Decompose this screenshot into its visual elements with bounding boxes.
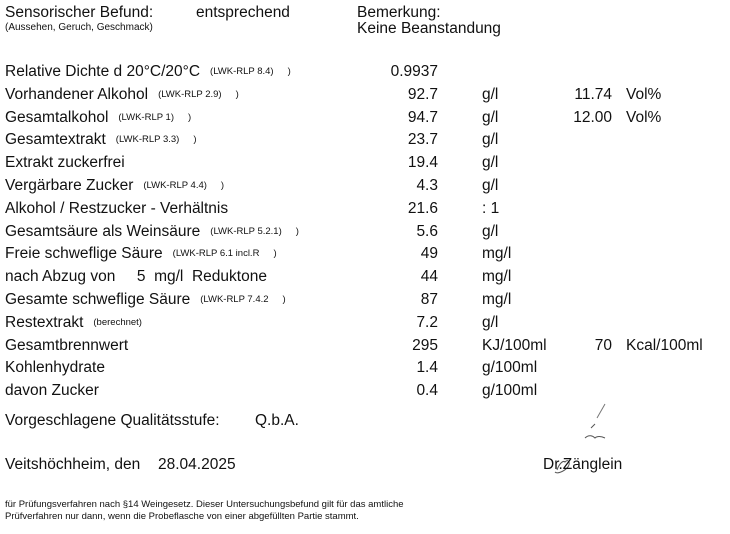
remark-label: Bemerkung:	[357, 4, 441, 21]
footer-line-2: Prüfverfahren nur dann, wenn die Probeflasche von einer abgefüllten Partie stammt.	[5, 511, 359, 522]
row-method-close: )	[287, 66, 291, 77]
row-label: Gesamtextrakt	[5, 131, 106, 149]
row-method-ref: (LWK-RLP 4.4)	[143, 180, 207, 191]
row-label: Restextrakt	[5, 313, 84, 331]
row-method-ref: (LWK-RLP 1)	[118, 111, 174, 123]
row-value: 87	[420, 291, 438, 308]
row-unit: g/100ml	[482, 382, 538, 400]
row-unit: g/l	[482, 108, 499, 126]
row-unit-secondary: Vol%	[626, 85, 662, 103]
row-label: Alkohol / Restzucker - Verhältnis	[5, 199, 229, 217]
table-row	[0, 128, 730, 150]
row-unit-secondary: Vol%	[626, 108, 662, 126]
quality-label: Vorgeschlagene Qualitätsstufe:	[5, 412, 220, 429]
row-label: nach Abzug von 5 mg/l Reduktone	[5, 268, 267, 286]
row-label: Freie schweflige Säure	[5, 245, 163, 263]
row-value: 295	[412, 336, 438, 354]
row-method-ref: (LWK-RLP 3.3)	[115, 134, 180, 146]
row-unit: g/l	[482, 177, 499, 194]
table-row	[0, 288, 730, 310]
table-row	[0, 220, 730, 242]
row-method-close: )	[235, 88, 239, 100]
row-unit: KJ/100ml	[482, 336, 547, 354]
row-value: 94.7	[407, 108, 438, 126]
row-label: Gesamte schweflige Säure	[5, 291, 191, 308]
row-unit: g/l	[482, 85, 499, 103]
row-value: 4.3	[416, 177, 438, 194]
row-method-close: )	[273, 248, 277, 260]
remark-value: Keine Beanstandung	[357, 20, 501, 37]
row-label: Gesamtsäure als Weinsäure	[5, 222, 201, 240]
row-unit: g/l	[482, 222, 499, 240]
row-value: 49	[420, 245, 438, 263]
row-method-ref: (LWK-RLP 5.2.1)	[210, 225, 282, 237]
row-label: Vorhandener Alkohol	[5, 85, 149, 103]
row-method-close: )	[295, 225, 299, 237]
row-value: 5.6	[416, 222, 438, 240]
row-unit: mg/l	[482, 291, 512, 308]
footer-line-1: für Prüfungsverfahren nach §14 Weingesetz. Dieser Untersuchungsbefund gilt für das amtliche	[5, 499, 404, 510]
row-label: davon Zucker	[5, 382, 99, 400]
place-label: Veitshöchheim, den	[5, 456, 141, 473]
row-unit: : 1	[482, 199, 500, 217]
row-unit: mg/l	[482, 245, 512, 263]
row-value: 7.2	[416, 313, 438, 331]
signatory-name: Dr.Zänglein	[543, 456, 623, 473]
quality-value: Q.b.A.	[255, 412, 299, 429]
row-value: 19.4	[407, 154, 438, 172]
row-label: Extrakt zuckerfrei	[5, 154, 125, 172]
row-value: 44	[420, 268, 438, 286]
row-label: Relative Dichte d 20°C/20°C	[5, 63, 201, 80]
row-method-close: )	[220, 180, 225, 191]
table-row	[0, 60, 730, 82]
row-method-close: )	[193, 134, 197, 146]
row-method-ref: (LWK-RLP 8.4)	[210, 66, 274, 77]
row-unit: g/100ml	[482, 359, 538, 377]
row-method-ref: (LWK-RLP 2.9)	[158, 88, 222, 100]
table-row	[0, 311, 730, 333]
row-unit-secondary: Kcal/100ml	[626, 336, 703, 354]
row-method-ref: (LWK-RLP 6.1 incl.R	[172, 248, 260, 260]
row-value: 0.4	[416, 382, 438, 400]
sensory-value: entsprechend	[196, 4, 290, 21]
row-value: 21.6	[407, 199, 438, 217]
row-value-secondary: 12.00	[573, 108, 612, 126]
table-row	[0, 334, 730, 356]
row-value: 0.9937	[390, 63, 438, 80]
sensory-subtitle: (Aussehen, Geruch, Geschmack)	[5, 22, 153, 33]
row-unit: g/l	[482, 131, 499, 149]
report-date: 28.04.2025	[158, 456, 236, 473]
row-value: 1.4	[416, 359, 438, 377]
table-row	[0, 151, 730, 173]
table-row	[0, 265, 730, 287]
row-value: 23.7	[407, 131, 438, 149]
row-method-close: )	[282, 294, 286, 305]
row-unit: g/l	[482, 313, 499, 331]
table-row	[0, 83, 730, 105]
row-value-secondary: 70	[594, 336, 612, 354]
row-value-secondary: 11.74	[574, 85, 612, 103]
row-label: Gesamtalkohol	[5, 108, 109, 126]
table-row	[0, 174, 730, 196]
row-value: 92.7	[407, 85, 438, 103]
row-unit: g/l	[482, 154, 499, 172]
table-row	[0, 242, 730, 264]
row-label: Gesamtbrennwert	[5, 336, 129, 354]
table-row	[0, 197, 730, 219]
table-row	[0, 106, 730, 128]
row-method-close: )	[188, 111, 192, 123]
row-label: Kohlenhydrate	[5, 359, 105, 377]
row-unit: mg/l	[482, 268, 512, 286]
row-method-ref: (berechnet)	[93, 316, 142, 328]
sensory-label: Sensorischer Befund:	[5, 4, 154, 21]
row-method-ref: (LWK-RLP 7.4.2	[200, 294, 269, 305]
table-row	[0, 356, 730, 378]
row-label: Vergärbare Zucker	[5, 177, 134, 194]
